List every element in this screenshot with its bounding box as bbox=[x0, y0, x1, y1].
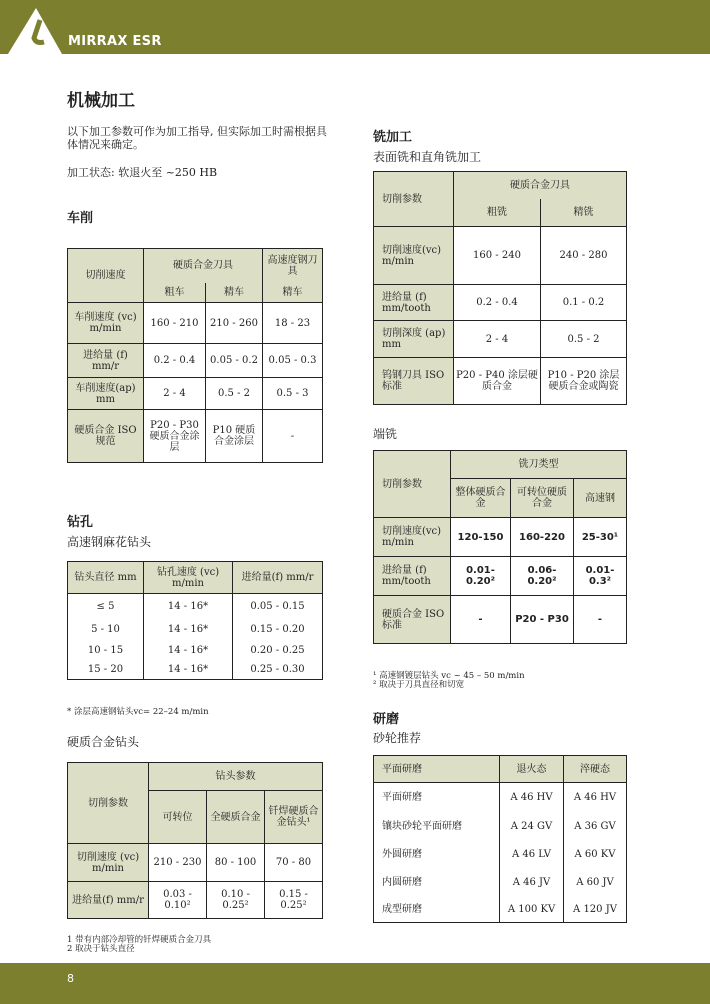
page-title: 机械加工 bbox=[67, 91, 135, 111]
carbide-drill-footnote-2: 2 取决于钻头直径 bbox=[67, 944, 135, 954]
turning-table: 切削速度 硬质合金刀具 高速度钢刀具 粗车 精车 精车 车削速度 (vc) m/min 160 - 210 210 - 260 18 - 23 进给量 (f) mm/r 0.2 - 0.4 0.05 - 0.2 0.05 - 0.3 车削速度(ap) mm 2 - 4 0.5 - 2 0.5 - 3 硬质合金 ISO规范 P20 - P30 硬质合金涂层 P10 硬质合金涂层 - bbox=[67, 248, 323, 463]
drilling-heading: 钻孔 bbox=[67, 515, 94, 530]
table-row: 内圆研磨 A 46 JV A 60 JV bbox=[374, 869, 627, 897]
carbide-drill-footnote-1: 1 带有内部冷却管的钎焊硬质合金刀具 bbox=[67, 935, 212, 945]
table-row: 成型研磨 A 100 KV A 120 JV bbox=[374, 897, 627, 923]
drilling-footnote: * 涂层高速钢钻头vc= 22–24 m/min bbox=[67, 707, 209, 717]
table-row: 进给量 (f) mm/tooth 0.2 - 0.4 0.1 - 0.2 bbox=[374, 285, 627, 321]
end-milling-footnote-1: ¹ 高速钢镀层钻头 vc ~ 45 – 50 m/min bbox=[373, 671, 525, 681]
grinding-heading: 研磨 bbox=[373, 712, 400, 727]
table-row: 切削速度(vc) m/min 120-150 160-220 25-30¹ bbox=[374, 518, 627, 557]
milling-heading: 铣加工 bbox=[373, 130, 413, 145]
turning-heading: 车削 bbox=[67, 211, 94, 226]
milling-subheading: 表面铣和直角铣加工 bbox=[373, 150, 482, 164]
table-row: 进给量 (f) mm/tooth 0.01- 0.20² 0.06- 0.20² 0.01- 0.3² bbox=[374, 557, 627, 596]
table-row: 切削深度 (ap) mm 2 - 4 0.5 - 2 bbox=[374, 321, 627, 358]
carbide-drill-table: 切削参数 钻头参数 可转位 全硬质合金 钎焊硬质合金钻头¹ 切削速度 (vc) m/min 210 - 230 80 - 100 70 - 80 进给量(f) mm/r 0.03 - 0.10² 0.10 - 0.25² 0.15 - 0.25² bbox=[67, 762, 323, 919]
intro-text: 以下加工参数可作为加工指导, 但实际加工时需根据具体情况来确定。 bbox=[67, 125, 327, 151]
table-row: 镶块砂轮平面研磨 A 24 GV A 36 GV bbox=[374, 813, 627, 841]
table-row: 硬质合金 ISO规范 P20 - P30 硬质合金涂层 P10 硬质合金涂层 - bbox=[68, 410, 323, 463]
table-row: 切削速度 (vc) m/min 210 - 230 80 - 100 70 - 80 bbox=[68, 844, 323, 882]
table-row: 15 - 20 14 - 16* 0.25 - 0.30 bbox=[68, 661, 323, 680]
grinding-subheading: 砂轮推荐 bbox=[373, 731, 422, 745]
table-row: 车削速度 (vc) m/min 160 - 210 210 - 260 18 - 23 bbox=[68, 303, 323, 344]
milling-table: 切削参数 硬质合金刀具 粗铣 精铣 切削速度(vc) m/min 160 - 240 240 - 280 进给量 (f) mm/tooth 0.2 - 0.4 0.1 - 0.2 切削深度 (ap) mm 2 - 4 0.5 - 2 钨钢刀具 ISO标准 P20 - P40 涂层硬质合金 P10 - P20 涂层硬质合金或陶瓷 bbox=[373, 171, 627, 405]
end-milling-footnote-2: ² 取决于刀具直径和切宽 bbox=[373, 680, 465, 690]
table-row: 平面研磨 A 46 HV A 46 HV bbox=[374, 783, 627, 813]
table-row: 5 - 10 14 - 16* 0.15 - 0.20 bbox=[68, 619, 323, 640]
table-row: 进给量 (f) mm/r 0.2 - 0.4 0.05 - 0.2 0.05 - 0.3 bbox=[68, 344, 323, 378]
table-row: 切削速度(vc) m/min 160 - 240 240 - 280 bbox=[374, 227, 627, 285]
end-milling-heading: 端铣 bbox=[373, 427, 398, 441]
footer-band bbox=[0, 963, 710, 1004]
table-row: 车削速度(ap) mm 2 - 4 0.5 - 2 0.5 - 3 bbox=[68, 378, 323, 410]
table-row: 外圆研磨 A 46 LV A 60 KV bbox=[374, 841, 627, 869]
end-milling-table: 切削参数 铣刀类型 整体硬质合金 可转位硬质合金 高速钢 切削速度(vc) m/min 120-150 160-220 25-30¹ 进给量 (f) mm/tooth 0.01- 0.20² 0.06- 0.20² 0.01- 0.3² 硬质合金 ISO标准 - P20 - P30 - bbox=[373, 450, 627, 644]
drilling-subheading: 高速钢麻花钻头 bbox=[67, 535, 152, 549]
brand-logo bbox=[0, 0, 70, 54]
table-row: 10 - 15 14 - 16* 0.20 - 0.25 bbox=[68, 640, 323, 661]
drilling-table: 钻头直径 mm 钻孔速度 (vc) m/min 进给量(f) mm/r ≤ 5 14 - 16* 0.05 - 0.15 5 - 10 14 - 16* 0.15 - 0.20 10 - 15 14 - 16* 0.20 - 0.25 15 - 20 14 - 16* 0.25 - 0.30 bbox=[67, 561, 323, 680]
table-row: ≤ 5 14 - 16* 0.05 - 0.15 bbox=[68, 594, 323, 619]
grinding-table: 平面研磨 退火态 淬硬态 平面研磨 A 46 HV A 46 HV 镶块砂轮平面研磨 A 24 GV A 36 GV 外圆研磨 A 46 LV A 60 KV 内圆研磨 A 46 JV A 60 JV 成型研磨 A 100 KV A 120 JV bbox=[373, 755, 627, 923]
page-number: 8 bbox=[67, 972, 74, 985]
table-row: 钨钢刀具 ISO标准 P20 - P40 涂层硬质合金 P10 - P20 涂层硬质合金或陶瓷 bbox=[374, 358, 627, 405]
table-row: 进给量(f) mm/r 0.03 - 0.10² 0.10 - 0.25² 0.15 - 0.25² bbox=[68, 882, 323, 919]
carbide-drill-heading: 硬质合金钻头 bbox=[67, 735, 140, 749]
brand-name: MIRRAX ESR bbox=[68, 34, 162, 49]
table-row: 硬质合金 ISO标准 - P20 - P30 - bbox=[374, 596, 627, 644]
condition-text: 加工状态: 软退火至 ~250 HB bbox=[67, 166, 218, 179]
